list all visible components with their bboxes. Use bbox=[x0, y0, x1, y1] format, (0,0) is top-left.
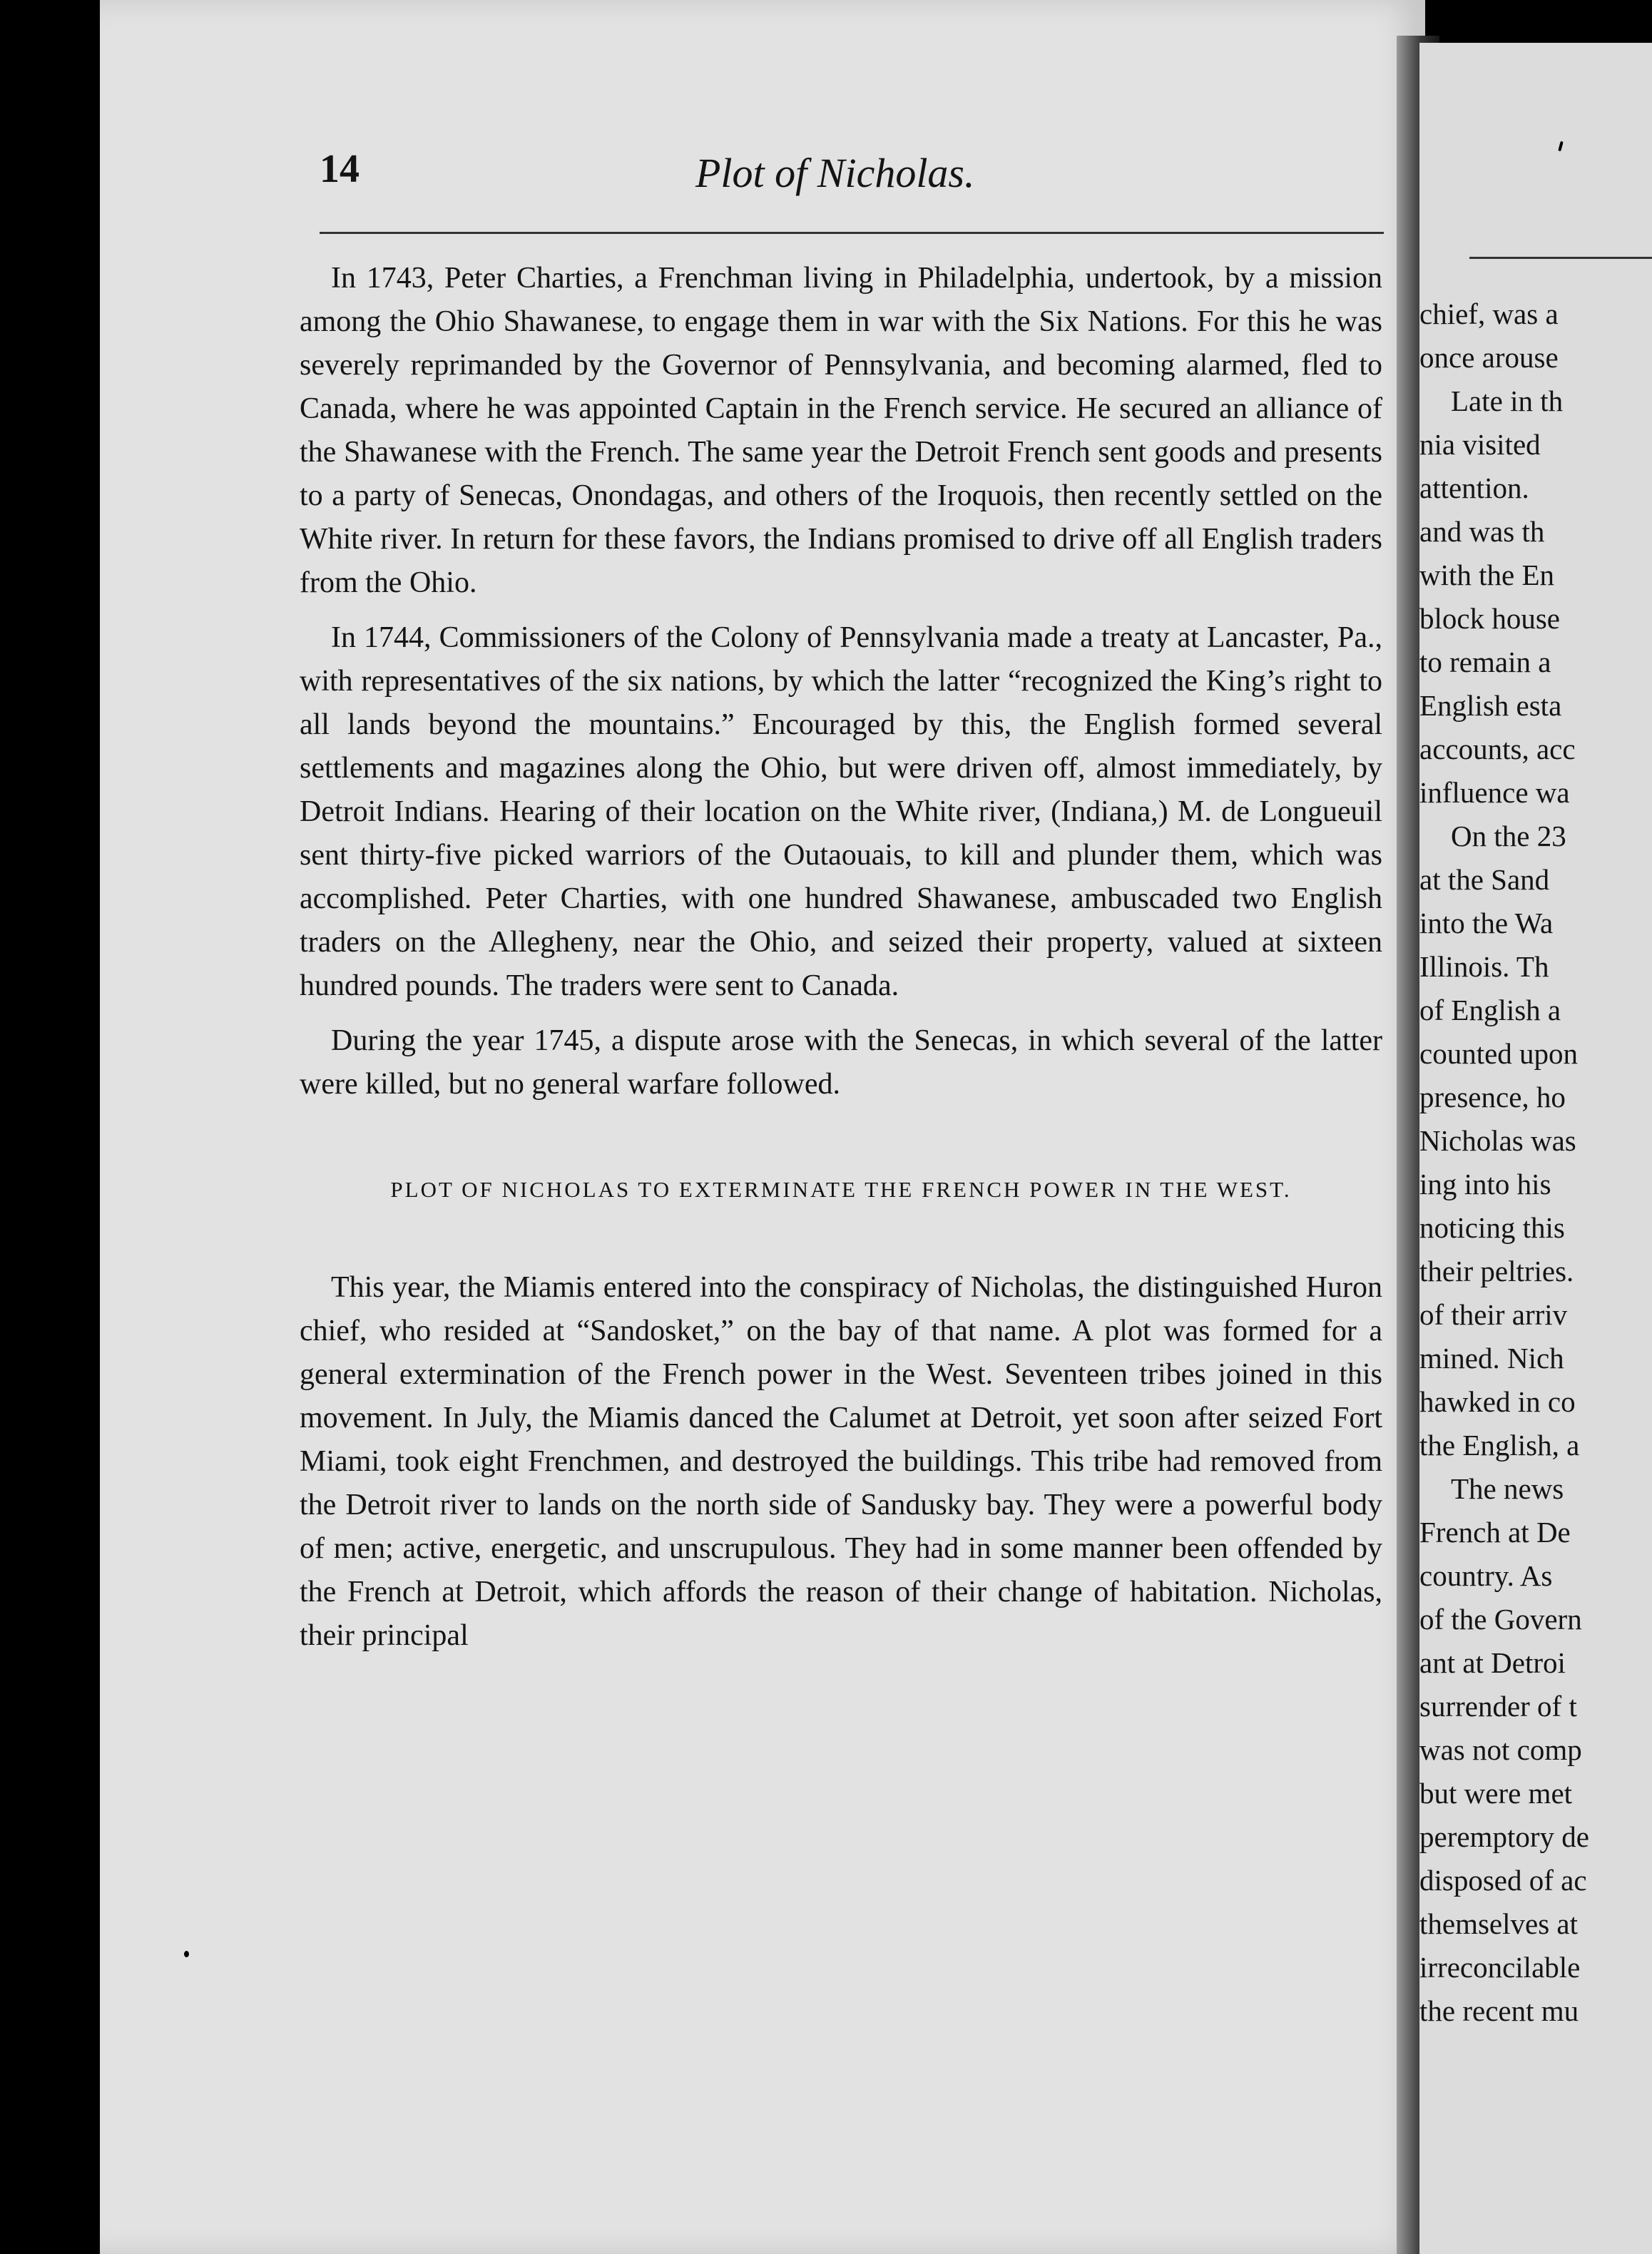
facing-line: counted upon bbox=[1419, 1037, 1579, 1070]
scan-border bbox=[0, 0, 100, 2254]
facing-line: The news bbox=[1451, 1472, 1564, 1505]
facing-line: the English, a bbox=[1419, 1429, 1580, 1462]
facing-line: presence, ho bbox=[1419, 1081, 1566, 1113]
main-text bbox=[300, 257, 1382, 1669]
header-rule bbox=[320, 232, 1384, 234]
facing-line: mined. Nich bbox=[1419, 1342, 1564, 1375]
paragraph-plot: This year, the Miamis entered into the conspiracy of Nicholas, the distinguished Huron chief, who resided at “Sandosket,” on the bay of that name. A plot was formed for a general extermination of the French power in the West. Seventeen tribes joined in this movement. In July, the Miamis danced the Calumet at Detroit, yet soon after seized Fort Miami, took eight Frenchmen, and destroyed the buildings. This tribe had removed from the Detroit river to lands on the north side of Sandusky bay. They were a powerful body of men; active, energetic, and unscrupulous. They had in some manner been offended by the French at Detroit, which affords the reason of their change of habitation. Nicholas, their principal bbox=[300, 1271, 1382, 1652]
facing-line: block house bbox=[1419, 602, 1560, 635]
facing-line: attention. bbox=[1419, 471, 1529, 504]
facing-line: into the Wa bbox=[1419, 907, 1554, 939]
paragraph-1744: In 1744, Commissioners of the Colony of Pennsylvania made a treaty at Lancaster, Pa., with representatives of the six nations, by which the latter “recognized the King’s right to all lands beyond the mountains.” Encouraged by this, the English formed several settlements and magazines along the Ohio, but were driven off, almost immediately, by Detroit Indians. Hearing of their location on the White river, (Indiana,) M. de Longueuil sent thirty-five picked warriors of the Outaouais, to kill and plunder them, which was accomplished. Peter Charties, with one hundred Shawanese, ambuscaded two English traders on the Allegheny, near the Ohio, and seized their property, valued at sixteen hundred pounds. The traders were sent to Canada. bbox=[300, 621, 1382, 1002]
running-title: Plot of Nicholas. bbox=[695, 150, 975, 196]
facing-line: nia visited bbox=[1419, 428, 1541, 461]
facing-line: Late in th bbox=[1451, 384, 1564, 417]
facing-line: accounts, acc bbox=[1419, 733, 1576, 765]
facing-line: influence wa bbox=[1419, 776, 1570, 809]
paragraph-1745: During the year 1745, a dispute arose with the Senecas, in which several of the latter were killed, but no general warfare followed. bbox=[300, 1024, 1382, 1101]
facing-line: irreconcilable bbox=[1419, 1951, 1581, 1984]
facing-line: but were met bbox=[1419, 1777, 1573, 1810]
paragraph-1743: In 1743, Peter Charties, a Frenchman living in Philadelphia, undertook, by a mission among the Ohio Shawanese, to engage them in war with the Six Nations. For this he was severely reprimanded by the Governor of Pennsylvania, and becoming alarmed, fled to Canada, where he was appointed Captain in the French service. He secured an alliance of the Shawanese with the French. The same year the Detroit French sent goods and presents to a party of Senecas, Onondagas, and others of the Iroquois, then recently settled on the White river. In return for these favors, the Indians promised to drive off all English traders from the Ohio. bbox=[300, 262, 1382, 599]
facing-line: was not comp bbox=[1419, 1733, 1582, 1766]
facing-line: to remain a bbox=[1419, 646, 1551, 678]
facing-line: of their arriv bbox=[1419, 1298, 1568, 1331]
facing-line: at the Sand bbox=[1419, 863, 1550, 896]
section-heading: PLOT OF NICHOLAS TO EXTERMINATE THE FRENCH POWER IN THE WEST. bbox=[390, 1177, 1292, 1202]
facing-line: peremptory de bbox=[1419, 1820, 1589, 1853]
facing-line: with the En bbox=[1419, 559, 1555, 591]
facing-line: disposed of ac bbox=[1419, 1864, 1587, 1897]
facing-line: noticing this bbox=[1419, 1211, 1565, 1244]
facing-line: and was th bbox=[1419, 515, 1545, 548]
scan-speck bbox=[13, 642, 19, 648]
scan-speck bbox=[184, 1951, 189, 1957]
page-header bbox=[320, 146, 1384, 225]
facing-line: English esta bbox=[1419, 689, 1562, 722]
facing-line: ing into his bbox=[1419, 1168, 1551, 1200]
facing-line: chief, was a bbox=[1419, 297, 1559, 330]
facing-page bbox=[1419, 43, 1652, 2254]
facing-line: themselves at bbox=[1419, 1907, 1579, 1940]
page-number: 14 bbox=[320, 147, 360, 191]
facing-line: of the Govern bbox=[1419, 1603, 1582, 1636]
facing-page-lines bbox=[1419, 292, 1652, 2033]
facing-line: surrender of t bbox=[1419, 1690, 1577, 1723]
facing-line: hawked in co bbox=[1419, 1385, 1576, 1418]
facing-line: their peltries. bbox=[1419, 1255, 1574, 1287]
facing-line: once arouse bbox=[1419, 341, 1559, 374]
facing-page-rule bbox=[1469, 257, 1652, 259]
facing-line: the recent mu bbox=[1419, 1994, 1579, 2027]
facing-line: country. As bbox=[1419, 1559, 1553, 1592]
facing-line: ant at Detroi bbox=[1419, 1646, 1566, 1679]
facing-line: of English a bbox=[1419, 994, 1561, 1026]
facing-line: On the 23 bbox=[1451, 820, 1566, 852]
facing-line: Nicholas was bbox=[1419, 1124, 1576, 1157]
facing-line: French at De bbox=[1419, 1516, 1571, 1549]
facing-line: Illinois. Th bbox=[1419, 950, 1549, 983]
